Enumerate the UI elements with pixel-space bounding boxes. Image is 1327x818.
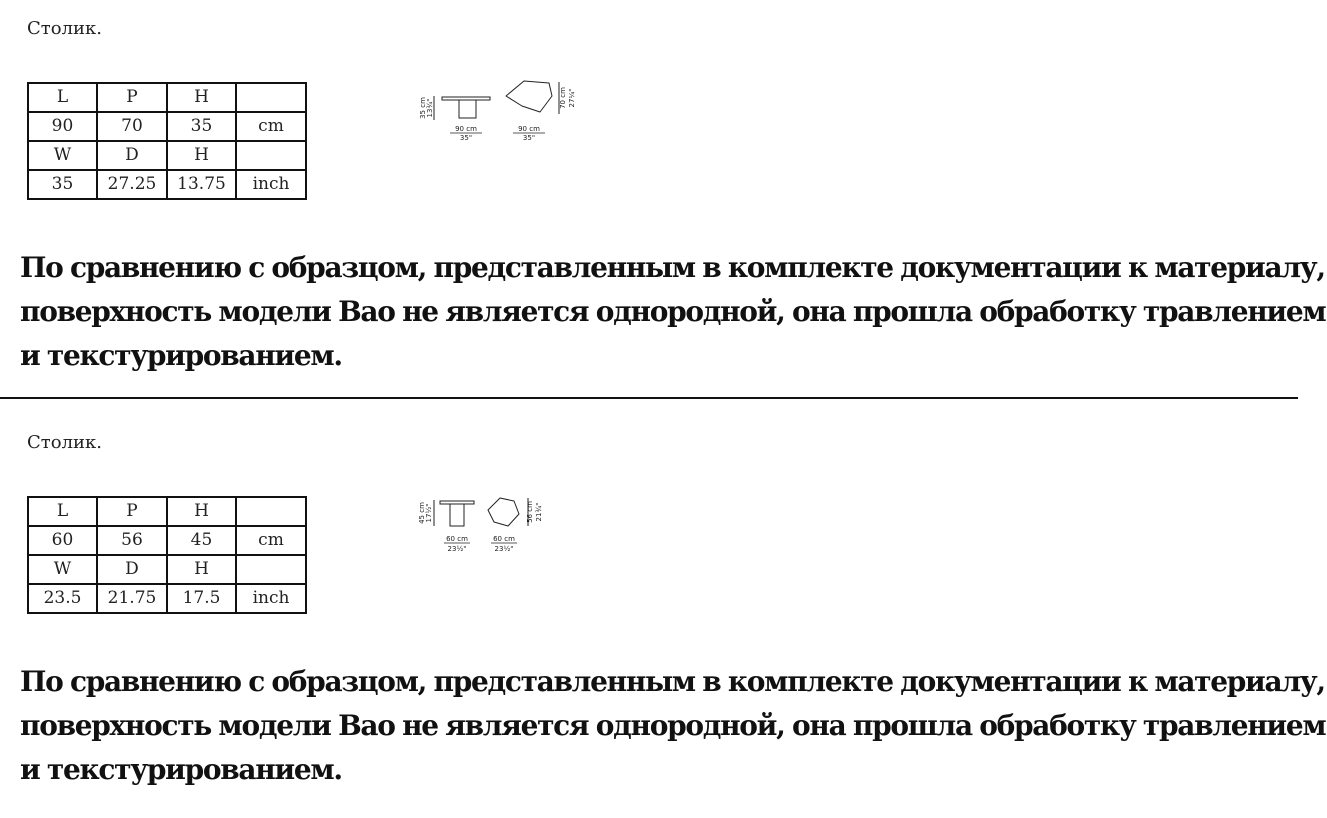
table-cell: H [167, 555, 236, 584]
section-divider [0, 397, 1298, 399]
description-line: По сравнению с образцом, представленным в комплекте документации к материалу, [20, 251, 1325, 284]
table-row [28, 497, 306, 526]
dimensions-table [27, 496, 307, 614]
table-row [28, 526, 306, 555]
technical-drawing [414, 490, 594, 562]
table-cell: 27.25 [97, 170, 167, 199]
description-line: поверхность модели Bao не является однородной, она прошла обработку травлением [20, 295, 1326, 328]
table-cell: W [28, 141, 97, 170]
side-view-drawing [418, 500, 474, 553]
table-cell: 21.75 [97, 584, 167, 613]
side-width-in-label: 23½" [447, 545, 467, 553]
top-view-drawing [488, 498, 543, 553]
table-cell: 70 [97, 112, 167, 141]
table-cell: 45 [167, 526, 236, 555]
table-cell: 35 [28, 170, 97, 199]
table-cell: cm [236, 112, 306, 141]
table-cell [236, 141, 306, 170]
depth-in-label: 21¾" [535, 502, 543, 522]
description-line: и текстурированием. [20, 753, 342, 786]
table-cell: H [167, 497, 236, 526]
side-view-drawing [419, 96, 490, 142]
depth-cm-label: 70 cm [559, 87, 567, 109]
description-line: По сравнению с образцом, представленным в комплекте документации к материалу, [20, 665, 1325, 698]
table-cell [236, 497, 306, 526]
material-description [20, 660, 1326, 792]
table-row [28, 555, 306, 584]
table-cell: L [28, 497, 97, 526]
depth-in-label: 27¼" [568, 88, 576, 108]
height-in-label: 17½" [425, 503, 433, 523]
table-cell: 23.5 [28, 584, 97, 613]
table-cell: D [97, 141, 167, 170]
height-cm-label: 35 cm [419, 97, 427, 119]
top-width-cm-label: 60 cm [493, 535, 515, 543]
table-cell: 60 [28, 526, 97, 555]
table-row [28, 112, 306, 141]
height-in-label: 13¾" [426, 98, 434, 118]
table-cell: 90 [28, 112, 97, 141]
top-view-drawing [506, 81, 576, 142]
table-row [28, 83, 306, 112]
top-width-in-label: 35" [522, 134, 536, 142]
height-cm-label: 45 cm [418, 502, 426, 524]
table-cell: D [97, 555, 167, 584]
product-title: Столик. [27, 18, 102, 39]
table-cell: 13.75 [167, 170, 236, 199]
table-cell: W [28, 555, 97, 584]
table-cell [236, 83, 306, 112]
table-cell: 17.5 [167, 584, 236, 613]
table-cell: L [28, 83, 97, 112]
side-width-in-label: 35" [459, 134, 473, 142]
table-cell: H [167, 141, 236, 170]
table-cell: P [97, 83, 167, 112]
table-cell: P [97, 497, 167, 526]
side-width-cm-label: 60 cm [446, 535, 468, 543]
table-cell: cm [236, 526, 306, 555]
table-cell: H [167, 83, 236, 112]
top-width-cm-label: 90 cm [518, 125, 540, 133]
table-cell: inch [236, 584, 306, 613]
top-width-in-label: 23½" [494, 545, 514, 553]
table-cell: 35 [167, 112, 236, 141]
description-line: поверхность модели Bao не является однородной, она прошла обработку травлением [20, 709, 1326, 742]
product-title: Столик. [27, 432, 102, 453]
table-row [28, 170, 306, 199]
side-width-cm-label: 90 cm [455, 125, 477, 133]
description-line: и текстурированием. [20, 339, 342, 372]
material-description [20, 246, 1326, 378]
table-row [28, 141, 306, 170]
depth-cm-label: 56 cm [526, 501, 534, 523]
dimensions-table [27, 82, 307, 200]
table-row [28, 584, 306, 613]
technical-drawing [414, 76, 594, 148]
table-cell: 56 [97, 526, 167, 555]
table-cell [236, 555, 306, 584]
table-cell: inch [236, 170, 306, 199]
